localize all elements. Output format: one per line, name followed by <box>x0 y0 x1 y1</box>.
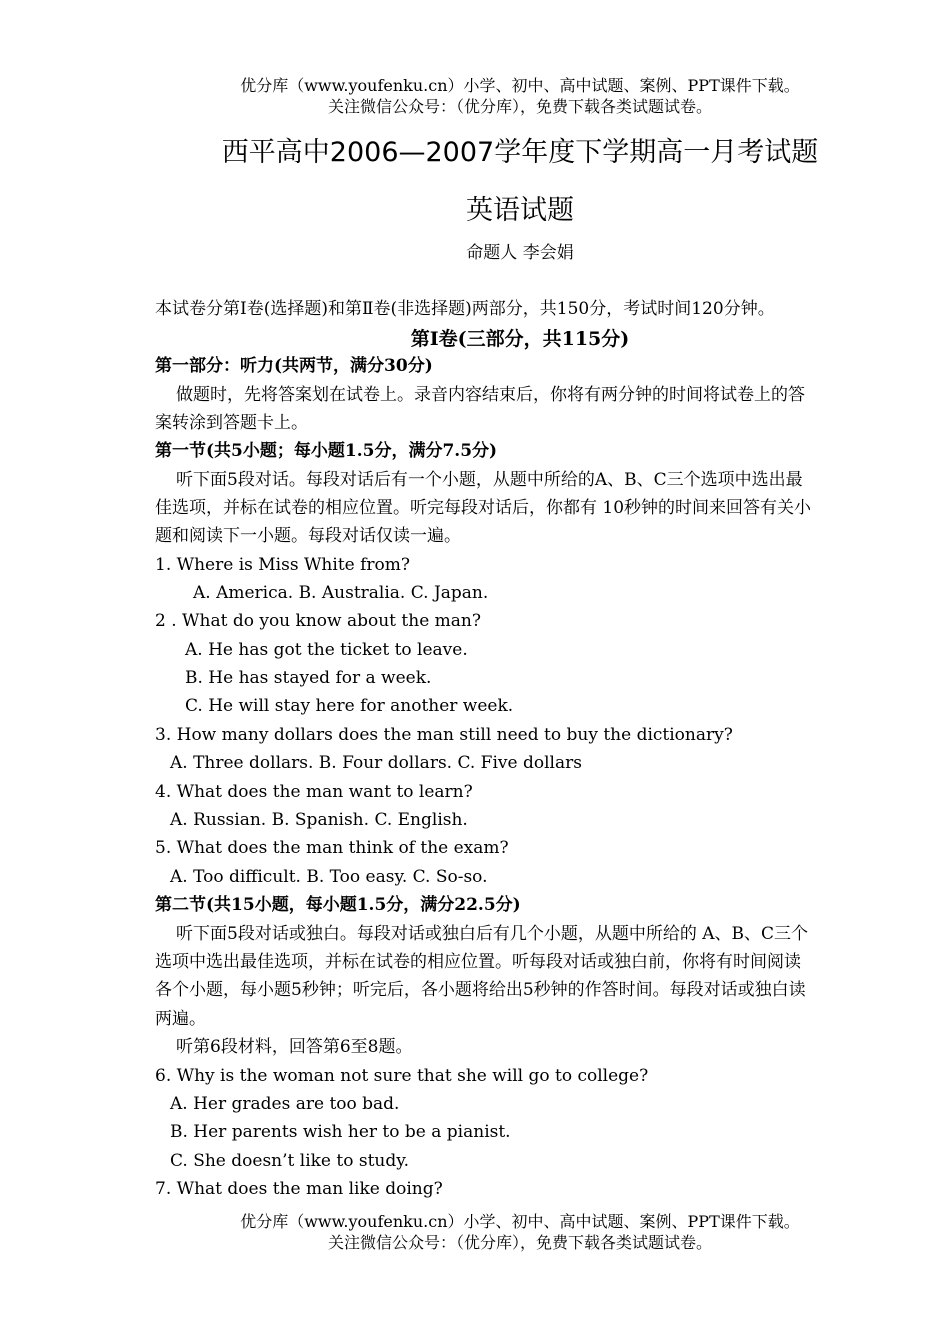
question-2-option-b: B. He has stayed for a week. <box>185 668 432 688</box>
material-6-note: 听第6段材料，回答第6至8题。 <box>176 1037 413 1057</box>
watermark-top-line2: 关注微信公众号：（优分库），免费下载各类试题试卷。 <box>327 97 712 116</box>
question-2-option-c: C. He will stay here for another week. <box>185 696 514 716</box>
watermark-bottom-line1: 优分库（www.youfenku.cn）小学、初中、高中试题、案例、PPT课件下载。 <box>240 1212 800 1231</box>
exam-subtitle: 英语试题 <box>466 195 574 226</box>
question-4-options: A. Russian. B. Spanish. C. English. <box>170 810 468 830</box>
section1-instruction-line1: 听下面5段对话。每段对话后有一个小题，从题中所给的A、B、C三个选项中选出最 <box>176 470 803 490</box>
question-5-stem: 5. What does the man think of the exam? <box>155 838 509 858</box>
volume1-title: 第Ⅰ卷(三部分，共115分) <box>410 328 630 350</box>
question-3-stem: 3. How many dollars does the man still need to buy the dictionary? <box>155 725 733 745</box>
question-6-option-a: A. Her grades are too bad. <box>170 1094 400 1114</box>
exam-title: 西平高中2006—2007学年度下学期高一月考试题 <box>221 137 819 168</box>
part1-instruction-line2: 案转涂到答题卡上。 <box>155 413 308 433</box>
section2-instruction-line3: 各个小题，每小题5秒钟；听完后，各小题将给出5秒钟的作答时间。每段对话或独白读 <box>155 980 806 1000</box>
section2-instruction-line4: 两遍。 <box>155 1009 206 1029</box>
question-7-stem: 7. What does the man like doing? <box>155 1179 443 1199</box>
part1-instruction-line1: 做题时，先将答案划在试卷上。录音内容结束后，你将有两分钟的时间将试卷上的答 <box>176 385 805 405</box>
question-6-stem: 6. Why is the woman not sure that she will go to college? <box>155 1066 649 1086</box>
section1-heading: 第一节(共5小题；每小题1.5分，满分7.5分) <box>155 441 498 461</box>
section2-instruction-line2: 选项中选出最佳选项，并标在试卷的相应位置。听每段对话或独白前，你将有时间阅读 <box>155 952 801 972</box>
section2-instruction-line1: 听下面5段对话或独白。每段对话或独白后有几个小题，从题中所给的 A、B、C三个 <box>176 924 808 944</box>
question-3-options: A. Three dollars. B. Four dollars. C. Five dollars <box>170 753 582 773</box>
question-2-option-a: A. He has got the ticket to leave. <box>185 640 468 660</box>
question-1-options: A. America. B. Australia. C. Japan. <box>193 583 489 603</box>
question-4-stem: 4. What does the man want to learn? <box>155 782 473 802</box>
watermark-bottom-line2: 关注微信公众号：（优分库），免费下载各类试题试卷。 <box>327 1233 712 1252</box>
section2-heading: 第二节(共15小题，每小题1.5分，满分22.5分) <box>155 895 521 915</box>
question-6-option-c: C. She doesn’t like to study. <box>170 1151 410 1171</box>
exam-intro: 本试卷分第Ⅰ卷(选择题)和第Ⅱ卷(非选择题)两部分，共150分，考试时间120分钟。 <box>155 299 775 319</box>
question-1-stem: 1. Where is Miss White from? <box>155 555 410 575</box>
exam-author: 命题人 李会娟 <box>466 243 574 263</box>
section1-instruction-line3: 题和阅读下一小题。每段对话仅读一遍。 <box>155 526 461 546</box>
section1-instruction-line2: 佳选项，并标在试卷的相应位置。听完每段对话后，你都有 10秒钟的时间来回答有关小 <box>155 498 812 518</box>
question-6-option-b: B. Her parents wish her to be a pianist. <box>170 1122 511 1142</box>
watermark-top-line1: 优分库（www.youfenku.cn）小学、初中、高中试题、案例、PPT课件下载。 <box>240 76 800 95</box>
question-5-options: A. Too difficult. B. Too easy. C. So-so. <box>170 867 488 887</box>
part1-heading: 第一部分：听力(共两节，满分30分) <box>155 356 433 376</box>
question-2-stem: 2 . What do you know about the man? <box>155 611 481 631</box>
